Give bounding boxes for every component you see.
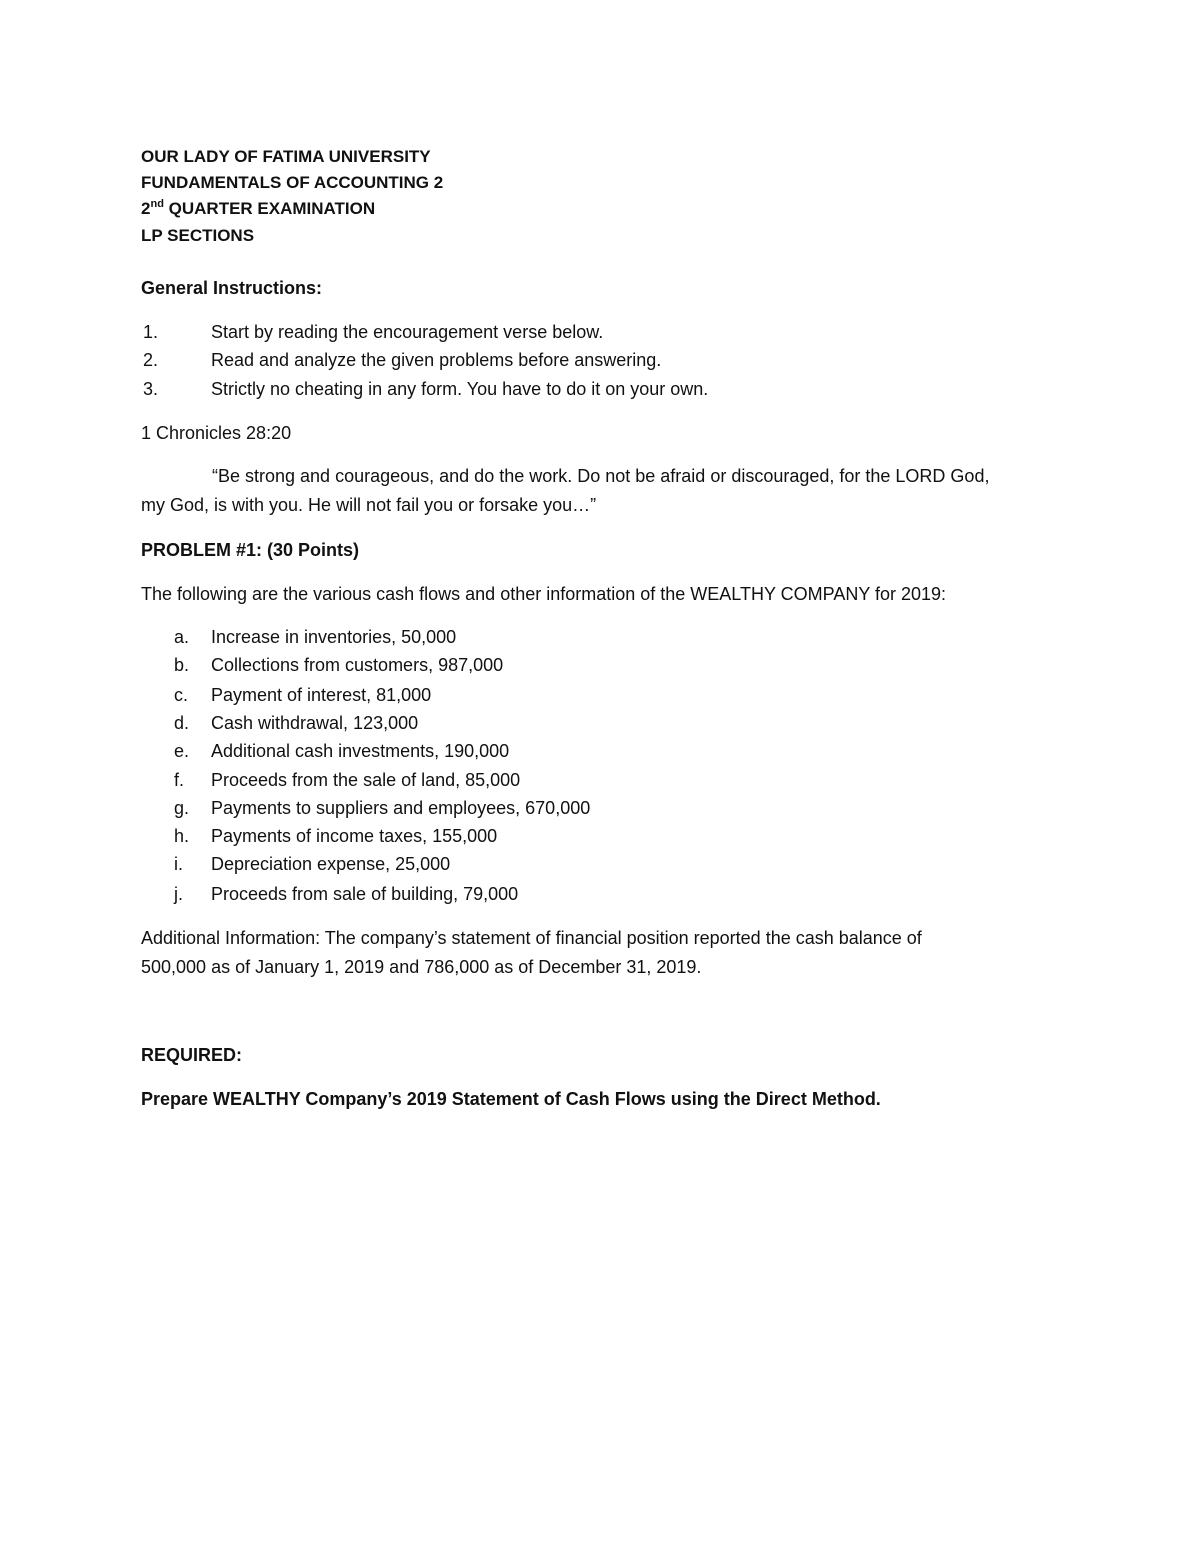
- problem-item-marker: c.: [174, 685, 189, 705]
- problem-item-text: Payment of interest, 81,000: [211, 685, 432, 705]
- additional-info-line-1: Additional Information: The company’s statement of financial position reported the cash balance of: [141, 928, 922, 948]
- problem-item-marker: f.: [174, 770, 185, 790]
- problem-item-marker: h.: [174, 826, 190, 846]
- problem-item-text: Proceeds from the sale of land, 85,000: [211, 770, 521, 790]
- problem-item-text: Depreciation expense, 25,000: [211, 854, 451, 874]
- problem-item-text: Proceeds from sale of building, 79,000: [211, 884, 519, 904]
- problem-item-text: Increase in inventories, 50,000: [211, 627, 457, 647]
- exam-title-ordinal: nd: [150, 198, 164, 210]
- exam-title: [141, 198, 375, 220]
- instruction-text: Start by reading the encouragement verse below.: [211, 322, 604, 342]
- problem-item-marker: i.: [174, 854, 183, 874]
- instruction-marker: 1.: [143, 322, 159, 342]
- problem-title: PROBLEM #1: (30 Points): [141, 540, 360, 560]
- instructions-title: General Instructions:: [141, 278, 323, 298]
- required-label: REQUIRED:: [141, 1045, 243, 1065]
- problem-item-marker: d.: [174, 713, 190, 733]
- problem-item-text: Payments of income taxes, 155,000: [211, 826, 498, 846]
- additional-info-line-2: 500,000 as of January 1, 2019 and 786,000 as of December 31, 2019.: [141, 957, 702, 977]
- required-task: Prepare WEALTHY Company’s 2019 Statement of Cash Flows using the Direct Method.: [141, 1089, 881, 1109]
- instruction-text: Read and analyze the given problems before answering.: [211, 350, 662, 370]
- sections-label: LP SECTIONS: [141, 226, 255, 245]
- verse-line-1: “Be strong and courageous, and do the work. Do not be afraid or discouraged, for the LORD God,: [212, 466, 990, 486]
- problem-item-marker: e.: [174, 741, 190, 761]
- problem-item-marker: b.: [174, 655, 190, 675]
- problem-item-marker: j.: [174, 884, 183, 904]
- verse-reference: 1 Chronicles 28:20: [141, 423, 292, 443]
- problem-intro: The following are the various cash flows and other information of the WEALTHY COMPANY for 2019:: [141, 584, 947, 604]
- exam-title-number: 2: [141, 199, 151, 218]
- problem-item-marker: a.: [174, 627, 190, 647]
- problem-item-text: Additional cash investments, 190,000: [211, 741, 510, 761]
- course-title: FUNDAMENTALS OF ACCOUNTING 2: [141, 173, 444, 192]
- problem-item-text: Payments to suppliers and employees, 670,000: [211, 798, 591, 818]
- instruction-marker: 3.: [143, 379, 159, 399]
- problem-item-text: Collections from customers, 987,000: [211, 655, 504, 675]
- problem-item-marker: g.: [174, 798, 190, 818]
- instruction-text: Strictly no cheating in any form. You have to do it on your own.: [211, 379, 709, 399]
- university-name: OUR LADY OF FATIMA UNIVERSITY: [141, 147, 431, 166]
- verse-line-2: my God, is with you. He will not fail you or forsake you…”: [141, 495, 597, 515]
- problem-item-text: Cash withdrawal, 123,000: [211, 713, 419, 733]
- exam-title-text: QUARTER EXAMINATION: [163, 199, 376, 218]
- instruction-marker: 2.: [143, 350, 159, 370]
